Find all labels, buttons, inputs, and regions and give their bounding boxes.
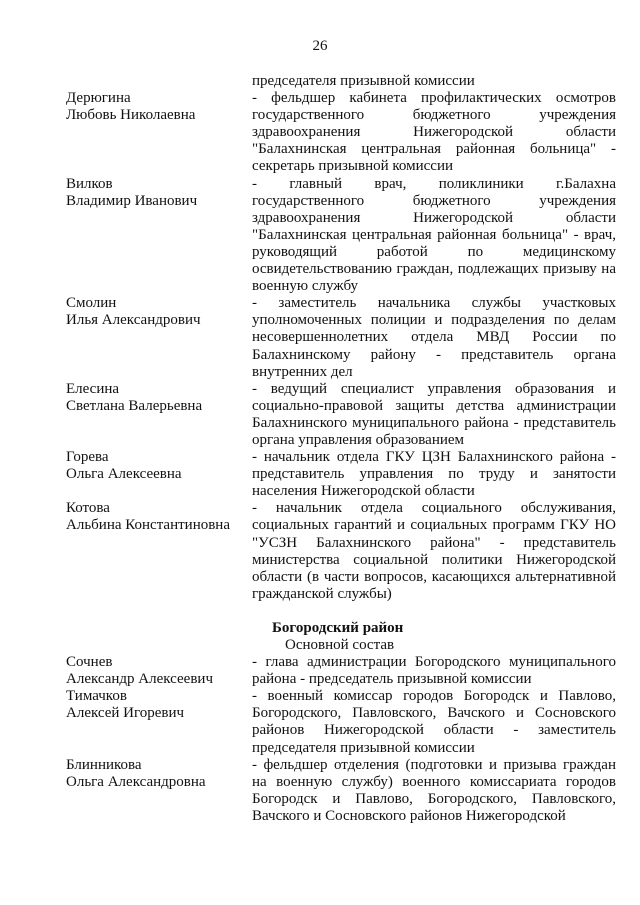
member-role: - заместитель начальника службы участковых уполномоченных полиции и подразделения по делам несовершеннолетних отдела МВД России по Балахнинскому району - представитель органа внутренних дел — [252, 295, 616, 380]
member-role: - начальник отдела ГКУ ЦЗН Балахнинского района - представитель управления по труду и занятости населения Нижегородской области — [252, 449, 616, 500]
member-surname: Дерюгина — [66, 90, 131, 107]
member-surname: Вилков — [66, 175, 113, 192]
member-row — [66, 449, 616, 500]
member-row — [66, 500, 616, 603]
member-row — [66, 176, 616, 296]
member-row — [66, 90, 616, 175]
member-role: - фельдшер отделения (подготовки и призыва граждан на военную службу) военного комиссариата городов Богородск и Павлово, Богородского, Павловского, Вачского и Сосновского районов Нижегородской — [252, 756, 616, 824]
member-role: - начальник отдела социального обслуживания, социальных гарантий и социальных программ ГКУ НО "УСЗН Балахнинского района" - представитель министерства социальной политики Нижегородской области (в части вопросов, касающихся альтернативной гражданской службы) — [252, 500, 616, 602]
member-role: - глава администрации Богородского муниципального района - председатель призывной комиссии — [252, 654, 616, 688]
member-given-names: Светлана Валерьевна — [66, 397, 203, 414]
member-given-names: Владимир Иванович — [66, 192, 198, 209]
member-surname: Блинникова — [66, 756, 142, 773]
continuation-row — [66, 73, 616, 90]
member-role: - военный комиссар городов Богородск и Павлово, Богородского, Павловского, Вачского и Сосновского районов Нижегородской области - заместитель председателя призывной комиссии — [252, 688, 616, 756]
member-role: - фельдшер кабинета профилактических осмотров государственного бюджетного учреждения здравоохранения Нижегородской области "Балахнинская центральная районная больница" - секретарь призывной комиссии — [252, 90, 616, 175]
member-name — [66, 176, 252, 210]
member-surname: Сочнев — [66, 654, 113, 671]
member-surname: Тимачков — [66, 688, 127, 705]
member-name — [66, 654, 252, 688]
member-row — [66, 688, 616, 756]
member-row — [66, 654, 616, 688]
member-given-names: Любовь Николаевна — [66, 107, 196, 124]
member-name — [66, 688, 252, 722]
member-row — [66, 381, 616, 449]
member-role: - ведущий специалист управления образования и социально-правовой защиты детства администрации Балахнинского муниципального района - представитель органа управления образованием — [252, 380, 616, 448]
district-members-balakhna — [66, 90, 616, 603]
member-name — [66, 500, 252, 534]
member-row — [66, 295, 616, 380]
member-name — [66, 295, 252, 329]
member-surname: Елесина — [66, 380, 120, 397]
district-members-bogorodsk — [66, 654, 616, 825]
member-name — [66, 757, 252, 791]
member-row — [66, 757, 616, 825]
member-role: - главный врач, поликлиники г.Балахна государственного бюджетного учреждения здравоохранения Нижегородской области "Балахнинская центральная районная больница" - врач, руководящий работой по медицинскому освидетельствованию граждан, подлежащих призыву на военную службу — [252, 175, 616, 295]
section-subheading: Основной состав — [285, 637, 395, 653]
member-given-names: Александр Алексеевич — [66, 671, 213, 688]
member-surname: Котова — [66, 500, 110, 517]
member-given-names: Алексей Игоревич — [66, 705, 185, 722]
section-heading: Богородский район — [272, 619, 404, 636]
page-number: 26 — [312, 38, 328, 54]
member-name — [66, 449, 252, 483]
member-given-names: Альбина Константиновна — [66, 517, 230, 534]
continuation-text: председателя призывной комиссии — [252, 73, 475, 89]
member-name — [66, 381, 252, 415]
member-surname: Горева — [66, 449, 109, 466]
member-given-names: Илья Александрович — [66, 312, 201, 329]
member-given-names: Ольга Алексеевна — [66, 466, 182, 483]
commission-list — [66, 73, 616, 825]
member-name — [66, 90, 252, 124]
member-surname: Смолин — [66, 295, 117, 312]
member-given-names: Ольга Александровна — [66, 773, 206, 790]
